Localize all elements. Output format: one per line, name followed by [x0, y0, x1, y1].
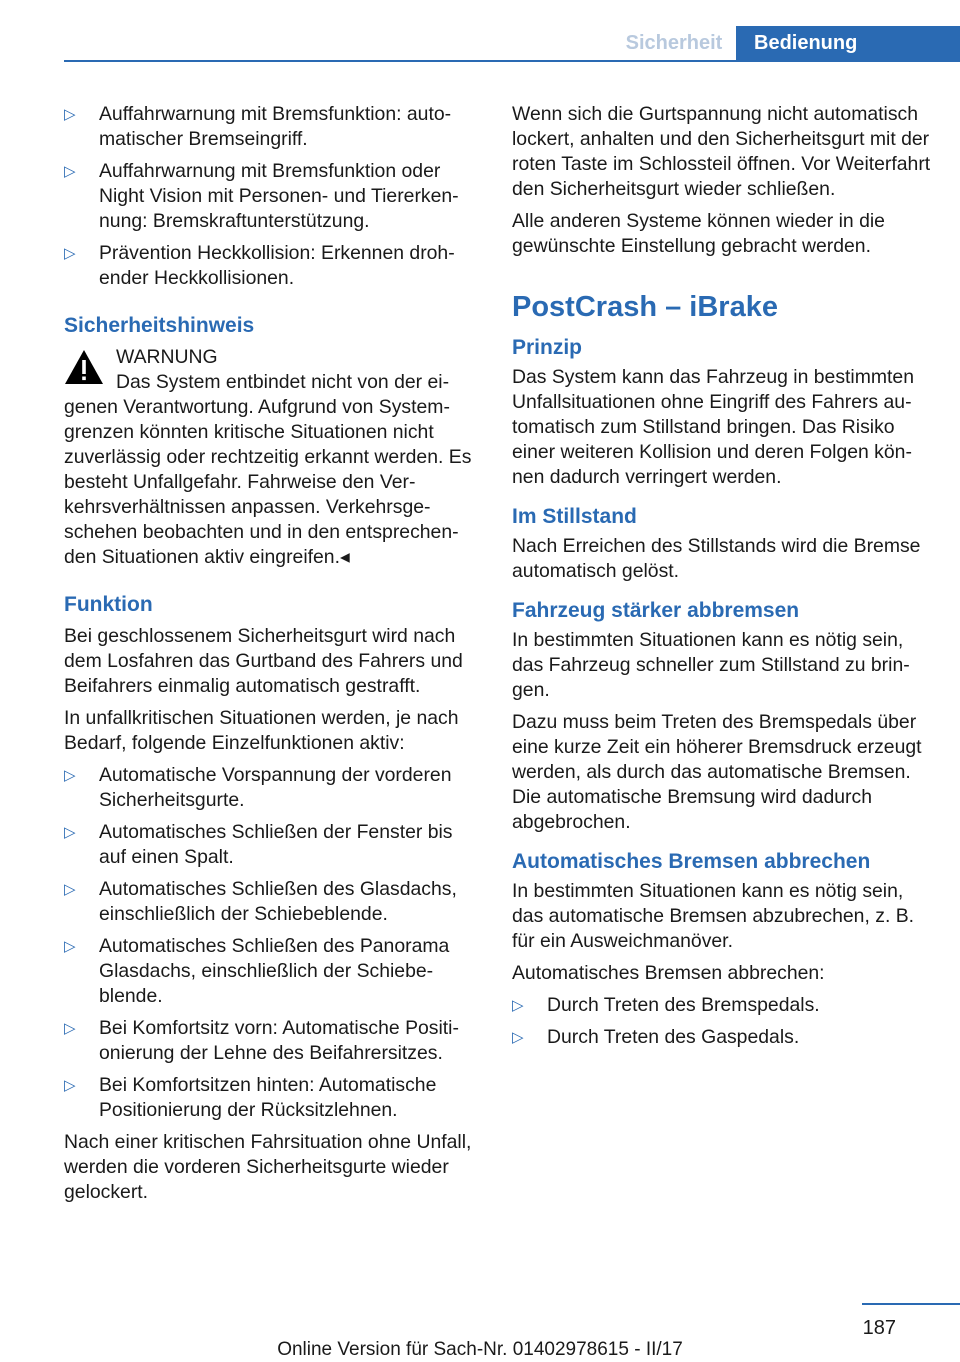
triangle-bullet-icon: ▷ [512, 1029, 524, 1046]
paragraph: In bestimmten Situationen kann es nötig sein, das Fahrzeug schneller zum Stillstand zu bringen. [512, 629, 910, 701]
warning-first-line: Das System entbindet nicht von der ei- [116, 371, 450, 393]
heading-fahrzeug-abbremsen: Fahrzeug stärker abbremsen [512, 599, 800, 622]
list-item: ▷ Automatisches Schließen der Fenster bis auf einen Spalt. [64, 821, 453, 868]
list-item: ▷ Automatische Vorspannung der vorderen Sicherheitsgurte. [64, 764, 452, 811]
paragraph: Nach Erreichen des Stillstands wird die Bremse automatisch gelöst. [512, 535, 921, 582]
triangle-bullet-icon: ▷ [64, 881, 76, 898]
list-item: ▷ Auffahrwarnung mit Bremsfunktion oder Night Vision mit Personen- und Tiererkennung: Bremskraftunterstützung. [64, 160, 459, 232]
list-item: ▷ Automatisches Schließen des Panorama Glasdachs, einschließlich der Schiebeblende. [64, 935, 450, 1007]
paragraph: Bei geschlossenem Sicherheitsgurt wird nach dem Losfahren das Gurtband des Fahrers und Beifahrers einmalig automatisch gestrafft. [64, 625, 463, 697]
heading-funktion: Funktion [64, 593, 153, 616]
paragraph: Dazu muss beim Treten des Bremspedals über eine kurze Zeit ein höherer Bremsdruck erzeugt werden, als durch das automatische Bremsen. Die automatische Bremsung wird dadurch abgebrochen. [512, 711, 922, 833]
heading-im-stillstand: Im Stillstand [512, 505, 637, 528]
triangle-bullet-icon: ▷ [64, 767, 76, 784]
right-column [512, 102, 932, 1057]
triangle-bullet-icon: ▷ [64, 938, 76, 955]
tab-sicherheit[interactable]: Sicherheit [625, 32, 723, 54]
triangle-bullet-icon: ▷ [64, 106, 76, 123]
heading-postcrash-ibrake: PostCrash – iBrake [512, 291, 778, 323]
footer-rule [862, 1303, 960, 1305]
paragraph: Automatisches Bremsen abbrechen: [512, 962, 825, 984]
warning-text: genen Verantwortung. Aufgrund von Systemgrenzen könnten kritische Situationen nicht zuverlässig oder rechtzeitig erkannt werden. Es besteht Unfallgefahr. Fahrweise den Verkehrsverhältnissen anpassen. Verkehrsgeschehen beobachten und in den entsprechenden Situationen aktiv eingreifen.◂ [64, 396, 472, 568]
warning-triangle-icon [64, 349, 104, 385]
list-item: ▷ Durch Treten des Gaspedals. [512, 1026, 800, 1048]
triangle-bullet-icon: ▷ [64, 245, 76, 262]
warning-title: WARNUNG [116, 346, 218, 368]
warning-block [64, 345, 479, 570]
paragraph: In bestimmten Situationen kann es nötig sein, das automatische Bremsen abzubrechen, z. B. für ein Ausweichmanöver. [512, 880, 915, 952]
paragraph: Wenn sich die Gurtspannung nicht automatisch lockert, anhalten und den Sicherheitsgurt mit der roten Taste im Schlossteil öffnen. Vor Weiterfahrt den Sicherheitsgurt wieder schließen. [512, 103, 931, 200]
paragraph: In unfallkritischen Situationen werden, je nach Bedarf, folgende Einzelfunktionen aktiv: [64, 707, 459, 754]
list-item: ▷ Automatisches Schließen des Glasdachs, einschließlich der Schiebeblende. [64, 878, 457, 925]
list-item: ▷ Auffahrwarnung mit Bremsfunktion: automatischer Bremseingriff. [64, 103, 452, 150]
online-version-note: Online Version für Sach-Nr. 01402978615 - II/17 [277, 1339, 683, 1360]
triangle-bullet-icon: ▷ [64, 163, 76, 180]
triangle-bullet-icon: ▷ [64, 824, 76, 841]
list-item: ▷ Prävention Heckkollision: Erkennen drohender Heckkollisionen. [64, 242, 455, 289]
heading-prinzip: Prinzip [512, 336, 583, 359]
left-column [64, 102, 479, 1212]
list-item: ▷ Durch Treten des Bremspedals. [512, 994, 820, 1016]
paragraph: Alle anderen Systeme können wieder in die gewünschte Einstellung gebracht werden. [512, 210, 885, 257]
list-item: ▷ Bei Komfortsitzen hinten: Automatische Positionierung der Rücksitzlehnen. [64, 1074, 437, 1121]
heading-sicherheitshinweis: Sicherheitshinweis [64, 314, 255, 337]
list-item: ▷ Bei Komfortsitz vorn: Automatische Positionierung der Lehne des Beifahrersitzes. [64, 1017, 459, 1064]
page-number: 187 [862, 1317, 896, 1339]
triangle-bullet-icon: ▷ [64, 1020, 76, 1037]
paragraph: Nach einer kritischen Fahrsituation ohne Unfall, werden die vorderen Sicherheitsgurte wieder gelockert. [64, 1131, 472, 1203]
tab-bedienung[interactable]: Bedienung [736, 26, 960, 60]
triangle-bullet-icon: ▷ [64, 1077, 76, 1094]
heading-bremsen-abbrechen: Automatisches Bremsen abbrechen [512, 850, 871, 873]
triangle-bullet-icon: ▷ [512, 997, 524, 1014]
paragraph: Das System kann das Fahrzeug in bestimmten Unfallsituationen ohne Eingriff des Fahrers automatisch zum Stillstand bringen. Das Risiko einer weiteren Kollision und deren Folgen können dadurch verringert werden. [512, 366, 914, 488]
header-rule [64, 60, 960, 62]
